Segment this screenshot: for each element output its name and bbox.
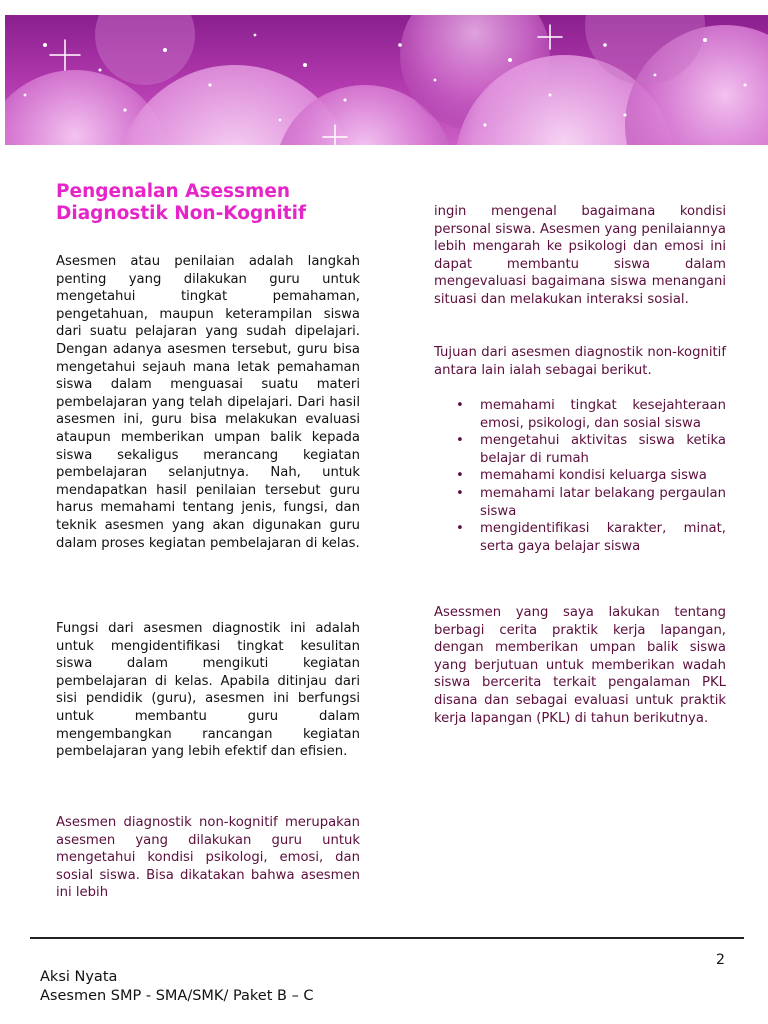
- page-number: 2: [716, 952, 725, 968]
- list-item: • memahami kondisi keluarga siswa: [456, 468, 707, 484]
- page-title-line2: Diagnostik Non-Kognitif: [56, 203, 306, 224]
- list-item: • memahami tingkat kesejahteraan emosi, psikologi, dan sosial siswa: [456, 398, 726, 431]
- page-title-line1: Pengenalan Asessmen: [56, 181, 291, 202]
- bullet-icon: •: [456, 485, 464, 501]
- footer-text: [40, 968, 314, 1006]
- reflection-paragraph: Asessmen yang saya lakukan tentang berbagi cerita praktik kerja lapangan, dengan memberikan umpan balik siswa yang berjutuan untuk memberikan wadah siswa bercerita terkait pengalaman PKL disana dan sebagai evaluasi untuk praktik kerja lapangan (PKL) di tahun berikutnya.: [434, 605, 726, 726]
- page-title: [56, 181, 366, 225]
- continuation-paragraph: ingin mengenal bagaimana kondisi personal siswa. Asesmen yang penilaiannya lebih mengarah ke psikologi dan emosi ini dapat membantu siswa dalam mengevaluasi bagaimana siswa menangani situasi dan melakukan interaksi sosial.: [434, 204, 726, 307]
- definition-paragraph: Asesmen diagnostik non-kognitif merupakan asesmen yang dilakukan guru untuk mengetahui kondisi psikologi, emosi, dan sosial siswa. Bisa dikatakan bahwa asesmen ini lebih: [56, 815, 360, 901]
- list-item: • memahami latar belakang pergaulan siswa: [456, 485, 726, 519]
- bokeh-banner-image: [5, 15, 768, 145]
- list-item: • mengidentifikasi karakter, minat, serta gaya belajar siswa: [456, 521, 726, 554]
- footer-line1: Aksi Nyata: [40, 969, 118, 985]
- goals-intro-paragraph: Tujuan dari asesmen diagnostik non-kognitif antara lain ialah sebagai berikut.: [434, 345, 726, 378]
- footer-line2: Asesmen SMP - SMA/SMK/ Paket B – C: [40, 988, 314, 1004]
- list-item: • mengetahui aktivitas siswa ketika belajar di rumah: [456, 433, 726, 466]
- intro-paragraph: Asesmen atau penilaian adalah langkah penting yang dilakukan guru untuk mengetahui tingkat pemahaman, pengetahuan, maupun keterampilan siswa dari suatu pelajaran yang sudah dipelajari. Dengan adanya asesmen tersebut, guru bisa mengetahui sejauh mana letak pemahaman siswa dalam menguasai suatu materi pembelajaran yang telah dipelajari. Dari hasil asesmen ini, guru bisa melakukan evaluasi ataupun memberikan umpan balik kepada siswa sekaligus merancang kegiatan pembelajaran selanjutnya. Nah, untuk mendapatkan hasil penilaian tersebut guru harus memahami tentang jenis, fungsi, dan teknik asesmen yang akan digunakan guru dalam proses kegiatan pembelajaran di kelas.: [56, 254, 360, 551]
- bullet-icon: •: [456, 433, 464, 449]
- footer-divider: [30, 937, 744, 939]
- bullet-icon: •: [456, 468, 464, 484]
- header-banner: [5, 15, 768, 145]
- bullet-icon: •: [456, 398, 464, 413]
- goals-list: [434, 397, 726, 555]
- function-paragraph: Fungsi dari asesmen diagnostik ini adalah untuk mengidentifikasi tingkat kesulitan siswa dalam mengikuti kegiatan pembelajaran di kelas. Apabila ditinjau dari sisi pendidik (guru), asesmen ini berfungsi untuk membantu guru dalam mengembangkan rancangan kegiatan pembelajaran yang lebih efektif dan efisien.: [56, 621, 360, 760]
- bullet-icon: •: [456, 521, 464, 537]
